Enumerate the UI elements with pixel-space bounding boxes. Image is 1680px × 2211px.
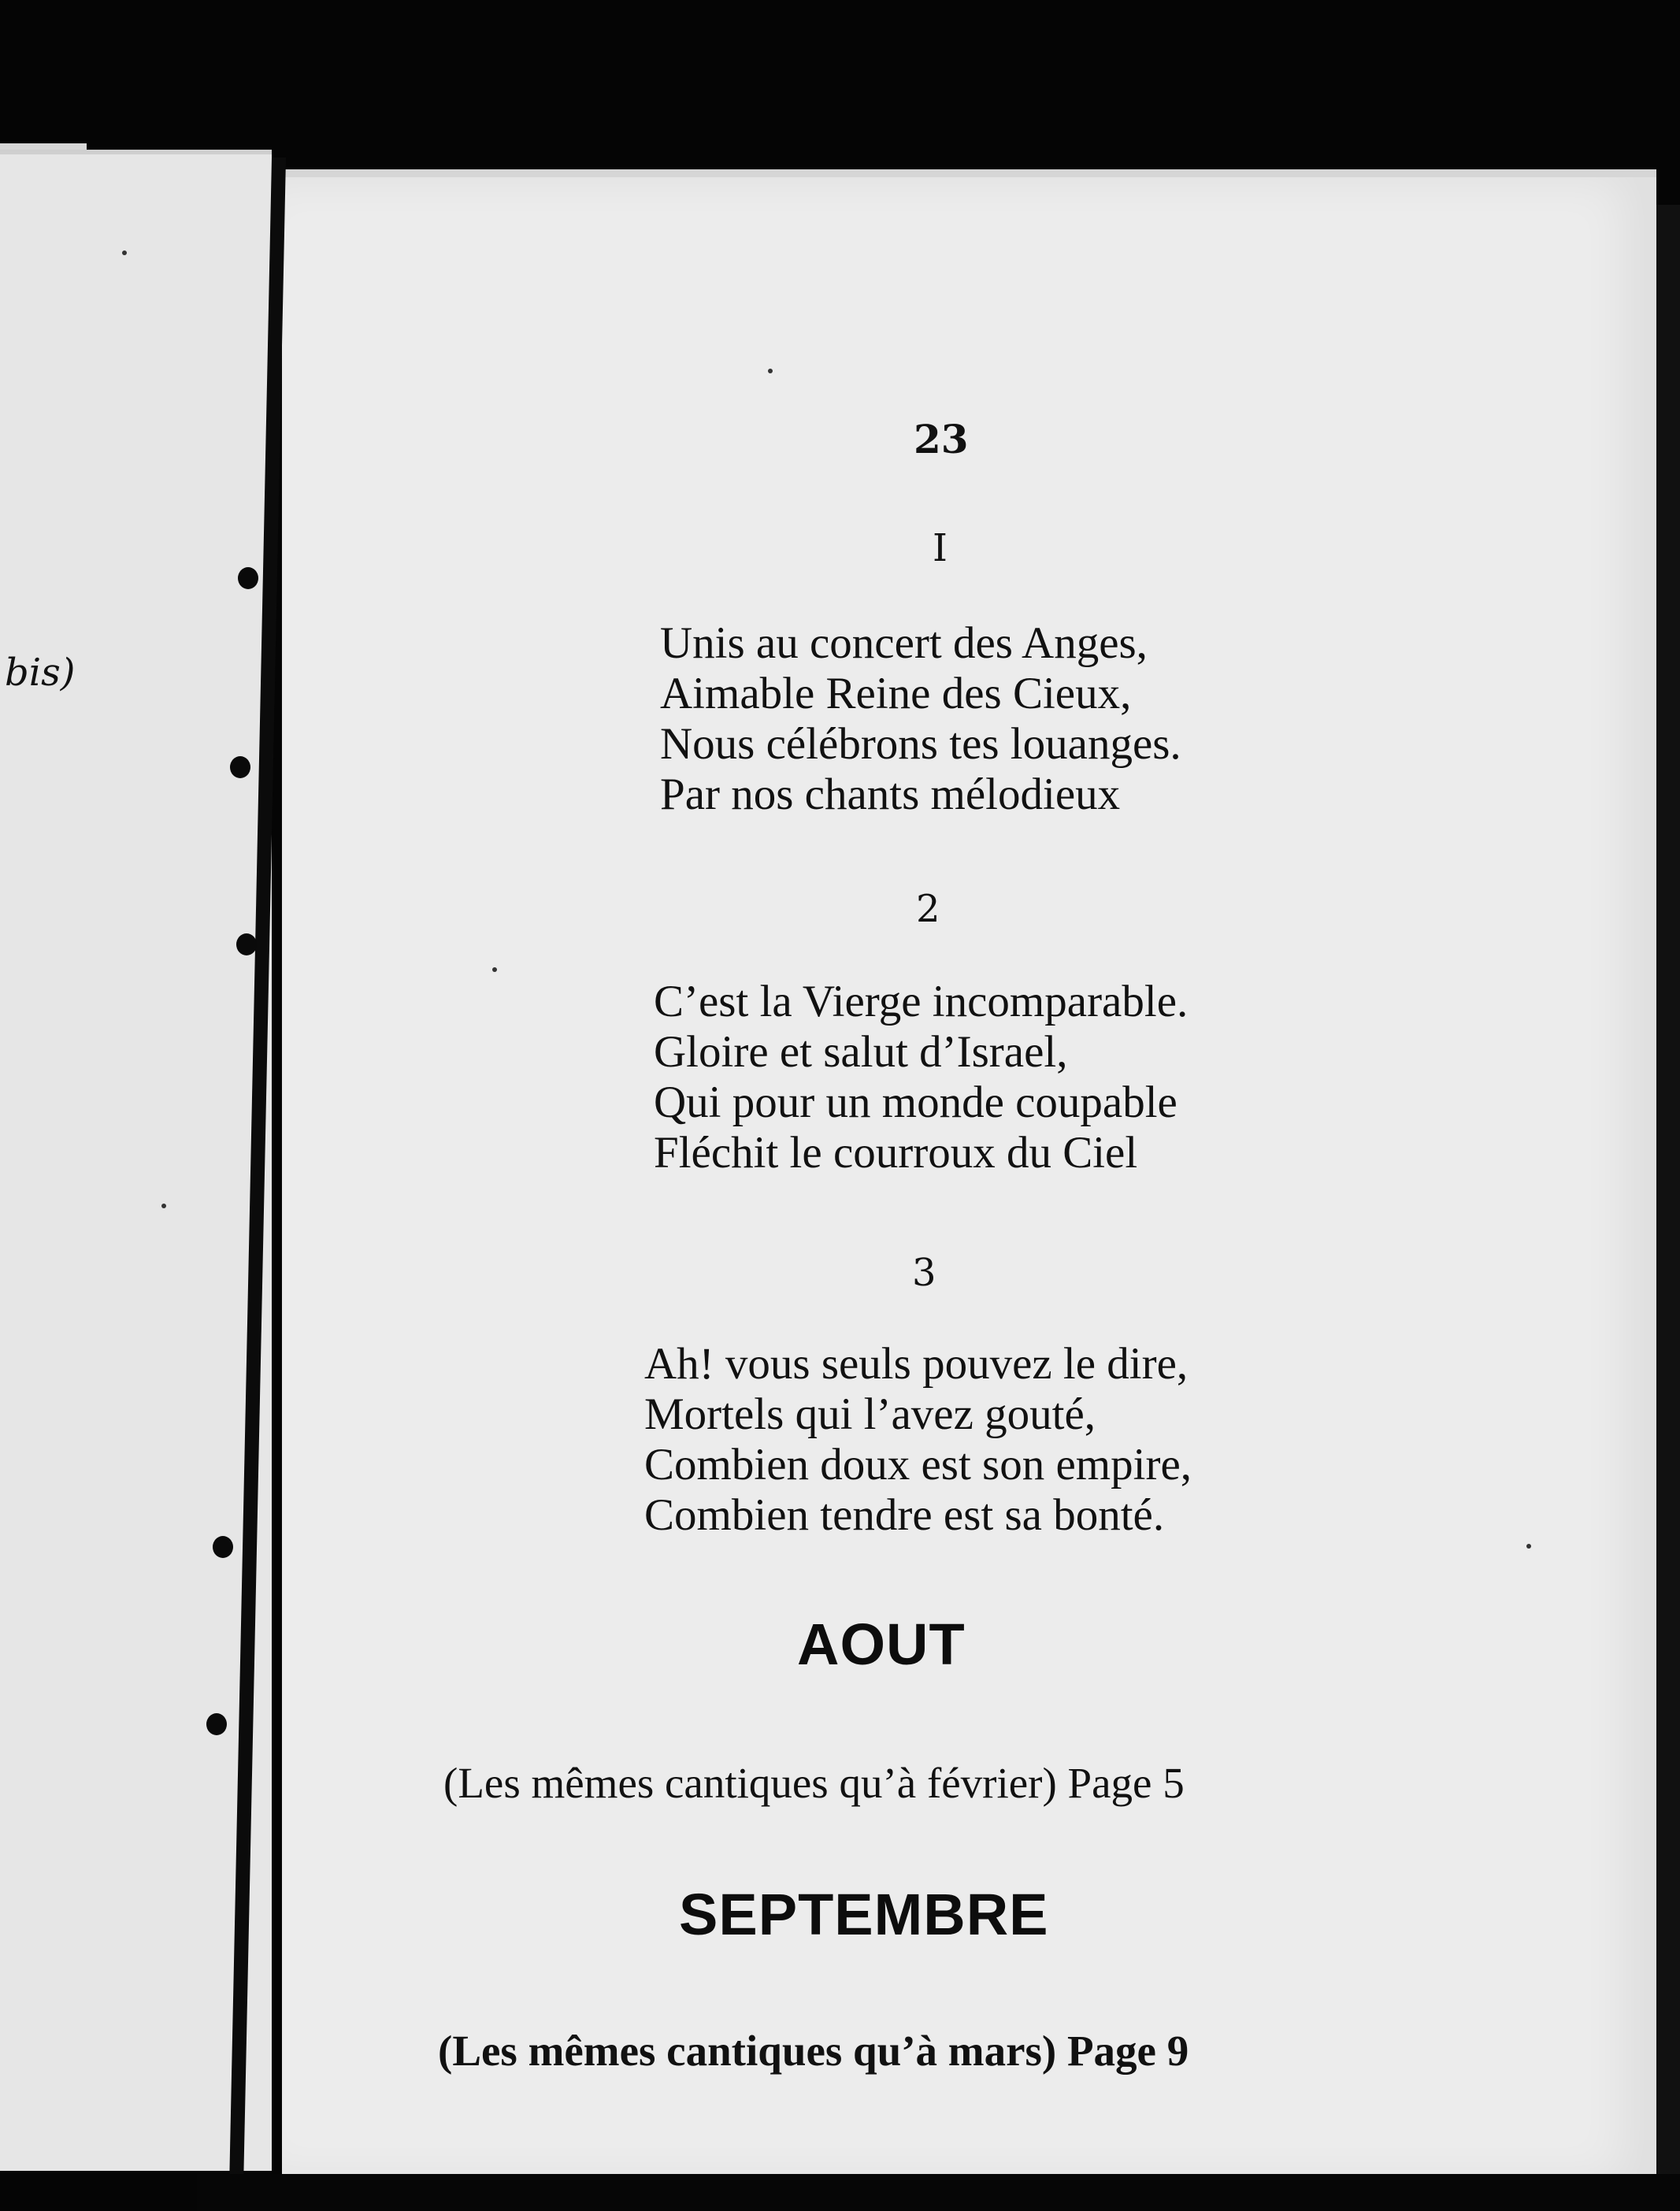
verse: [644, 1339, 1192, 1541]
verse-line: Qui pour un monde coupable: [654, 1078, 1177, 1127]
verse-line: Combien doux est son empire,: [644, 1440, 1192, 1489]
verse-line: Ah! vous seuls pouvez le dire,: [644, 1339, 1189, 1389]
binding-stitch: [236, 933, 257, 955]
verse-number: 3: [912, 1251, 936, 1295]
verse-line: Unis au concert des Anges,: [660, 618, 1148, 668]
section-heading: SEPTEMBRE: [679, 1882, 1049, 1947]
verse-line: Combien tendre est sa bonté.: [644, 1490, 1165, 1540]
dust-speck: [161, 1204, 166, 1208]
verse: [660, 618, 1181, 820]
verse-line: Nous célébrons tes louanges.: [660, 719, 1181, 769]
binding-stitch: [206, 1713, 227, 1735]
section-reference: (Les mêmes cantiques qu’à février) Page 5: [443, 1759, 1185, 1807]
binding-stitch: [238, 567, 258, 589]
verse-line: Aimable Reine des Cieux,: [660, 669, 1132, 718]
dust-speck: [768, 369, 773, 373]
dust-speck: [1526, 1544, 1531, 1549]
left-page: [0, 150, 272, 2171]
dust-speck: [492, 967, 497, 972]
verse-number: 2: [916, 887, 940, 931]
binding-stitch: [230, 756, 250, 778]
section-heading: AOUT: [797, 1612, 966, 1677]
verse-line: Gloire et salut d’Israel,: [654, 1027, 1068, 1077]
page-right-edge: [1656, 205, 1680, 2205]
page-bottom-edge: [197, 2174, 1680, 2211]
verse-line: Mortels qui l’avez gouté,: [644, 1389, 1096, 1439]
section-reference: (Les mêmes cantiques qu’à mars) Page 9: [438, 2027, 1189, 2075]
verse-number: I: [933, 526, 948, 570]
left-page-margin-note: bis): [5, 651, 76, 695]
verse: [654, 977, 1188, 1178]
dust-speck: [122, 250, 127, 255]
binding-stitch: [213, 1536, 233, 1558]
verse-line: C’est la Vierge incomparable.: [654, 977, 1189, 1026]
verse-line: Fléchit le courroux du Ciel: [654, 1128, 1138, 1178]
verse-line: Par nos chants mélodieux: [660, 770, 1121, 819]
page-number: 23: [914, 416, 969, 462]
